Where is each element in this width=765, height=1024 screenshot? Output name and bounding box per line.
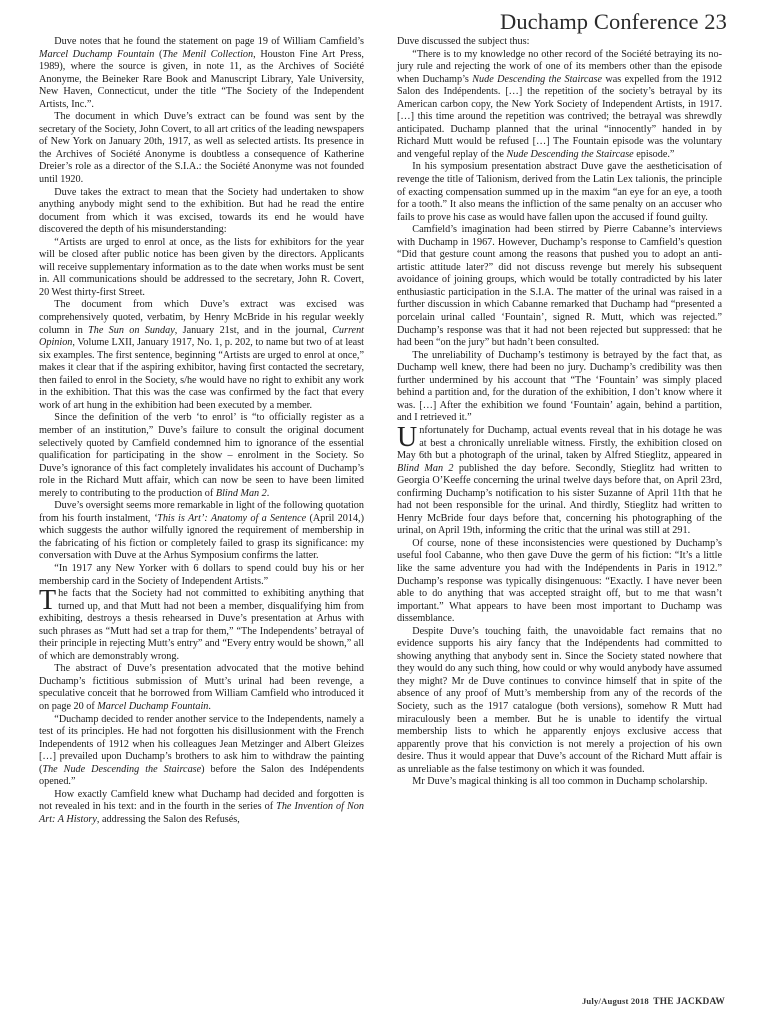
text-run: “There is to my knowledge no other record of the Société betraying its no-jury rule and rejecting the work of one of its members other than the episode when Duchamp’s bbox=[397, 48, 722, 85]
text-run: Duve’s oversight seems more remarkable in light of the following quotation from his fourth instalment, bbox=[39, 500, 364, 524]
text-run: , Volume LXII, January 1917, No. 1, p. 202, to name but two of at least six examples. The first sentence, beginning “Artists are urged to enrol at once,” makes it clear that if the aspiring exhibitor, having first contacted the secretary, then failed to enrol in the Society, s/he would have no right to exhibit any work in the exhibition. That this was the case was confirmed by the fact that every work of art hung in the exhibition had been executed by a member. bbox=[39, 337, 364, 411]
text-run: published the day before. Secondly, Stieglitz had written to Georgia O’Keeffe concerning the urinal twelve days before that, on April 23rd, confirming Duchamp’s notification to his sister Suzanne of April 11th that he had not been responsible for the urinal. And thirdly, Stieglitz had written to Henry McBride four days before that, concerning his photographing of the urinal, on April 19th, informing the critic that the urinal was still at 291. bbox=[397, 462, 723, 537]
text-run: episode.” bbox=[633, 148, 675, 160]
paragraph bbox=[397, 161, 722, 224]
text-run: (April 2014,) which suggests the author wilfully ignored the requirement of membership in the fabricating of his fiction or completely failed to grasp its significance: my conversation with Duve at the Arhus Symposium confirms the latter. bbox=[39, 512, 364, 562]
page-header bbox=[500, 9, 727, 35]
text-run: nfortunately for Duchamp, actual events reveal that in his dotage he was at best a chronically unreliable witness. Firstly, the exhibition closed on May 6th but a photograph of the urinal, taken by Alfred Stieglitz, appeared in bbox=[397, 424, 722, 462]
text-run: Camfield’s imagination had been stirred by Pierre Cabanne’s interviews with Duchamp in 1967. However, Duchamp’s response to Camfield’s question “Did that gesture count among the reasons that pushed you to adopt an anti-artistic attitude later?” did not discuss revenge but merely his subsequent avoidance of joining groups, which would be totally contradicted by his later enthusiastic participation in the S.I.A. The matter of the urinal was raised in a further discussion in which Cabanne remarked that Duchamp had “presented a porcelain urinal called ‘Fountain’, signed R. Mutt, which was rejected.” Duchamp’s response was that it had not been rejected but suppressed: that he had been “on the jury” but hadn’t been consulted. bbox=[397, 224, 722, 349]
paragraph bbox=[39, 412, 364, 500]
text-run: How exactly Camfield knew what Duchamp had decided and forgotten is not revealed in his text: and in the fourth in the series of bbox=[39, 788, 364, 813]
article-column-left bbox=[39, 36, 364, 826]
paragraph bbox=[39, 663, 364, 713]
text-run: . bbox=[208, 700, 211, 712]
article-column-right bbox=[397, 36, 722, 789]
paragraph bbox=[39, 563, 364, 588]
paragraph bbox=[397, 421, 723, 538]
paragraph bbox=[39, 500, 364, 563]
text-run: ( bbox=[154, 48, 163, 60]
paragraph bbox=[397, 350, 722, 425]
paragraph bbox=[39, 111, 364, 186]
italic-title: Blind Man 2 bbox=[397, 462, 454, 474]
text-run: Duve discussed the subject thus: bbox=[397, 36, 530, 47]
text-run: was expelled from the 1912 Salon des Indépendents. […] the repetition of the society’s betrayal by its American carbon copy, the New York Society of Independent Artists, in 1917. […] this time around the repetition was contrived; the betrayal was shrewdly anticipated. Duchamp planned that the urinal “innocently” handed in by Richard Mutt would be refused […] The Fountain episode was the voluntary and vengeful replay of the bbox=[397, 73, 722, 160]
paragraph bbox=[397, 538, 722, 626]
italic-title: Nude Descending the Staircase bbox=[472, 73, 603, 85]
page-footer bbox=[582, 996, 725, 1007]
paragraph bbox=[39, 714, 364, 789]
paragraph bbox=[39, 299, 364, 412]
text-run: In his symposium presentation abstract Duve gave the aestheticisation of revenge the title of Talionism, derived from the Latin Lex talionis, the principle of exacting compensation summed up in the maxim “an eye for an eye, a tooth for a tooth.” It also means the infliction of the same penalty on an accuser who fails to prove his case as would have fallen upon the accused if found guilty. bbox=[397, 161, 722, 223]
text-run: “Duchamp decided to render another service to the Independents, namely a test of its principles. He had not forgotten his disillusionment with the French Independents of 1912 when his colleagues Jean Metzinger and Albert Gleizes […] prevailed upon Duchamp’s brothers to ask him to withdraw the painting ( bbox=[39, 713, 364, 775]
italic-title: ‘This is Art’: Anatomy of a Sentence bbox=[153, 512, 307, 524]
text-run: . bbox=[266, 487, 270, 499]
text-run: he facts that the Society had not committed to exhibiting anything that turned up, and that Mutt had not been a member, disqualifying him from exhibiting, destroys a thesis rehearsed in Duve’s presentation at Arhus with such phrases as “Mutt had set a trap for them,” “The Independents’ betrayal of their principle in rejecting Mutt’s entry” and “Every entry would be shown,” all of which are demonstrably wrong. bbox=[39, 588, 364, 662]
text-run: Mr Duve’s magical thinking is all too common in Duchamp scholarship. bbox=[412, 776, 708, 788]
text-run: The unreliability of Duchamp’s testimony is betrayed by the fact that, as Duchamp well knew, there had been no jury. Duchamp’s credibility was then further undermined by his account that “The ‘Fountain’ was simply placed behind a partition and, for the duration of the exhibition, I don’t know where it was. […] After the exhibition we found ‘Fountain’ again, behind a partition, and I retrieved it.” bbox=[397, 349, 722, 424]
italic-title: Nude Descending the Staircase bbox=[506, 148, 634, 160]
paragraph bbox=[39, 237, 364, 300]
drop-cap: T bbox=[39, 585, 57, 617]
text-run: The document from which Duve’s extract was excised was comprehensively quoted, verbatim, by Henry McBride in his regular weekly column in bbox=[39, 299, 364, 336]
paragraph bbox=[39, 585, 364, 663]
text-run: The abstract of Duve’s presentation advocated that the motive behind Duchamp’s fictitious submission of Mutt’s urinal had been revenge, a speculative conceit that he borrowed from William Camfield who introduced it on page 20 of bbox=[39, 663, 364, 712]
italic-title: The Menil Collection bbox=[162, 48, 254, 60]
paragraph bbox=[39, 36, 364, 111]
italic-title: The Invention of Non Art: A History bbox=[39, 801, 364, 825]
drop-cap: U bbox=[397, 421, 418, 453]
italic-title: The Sun on Sunday bbox=[88, 324, 175, 336]
paragraph bbox=[39, 789, 364, 827]
italic-title: Blind Man 2 bbox=[215, 487, 267, 499]
text-run: , Houston Fine Art Press, 1989), where the source is given, in note 11, as the Archives of Société Anonyme, the Beineker Rare Book and Manuscript Library, Yale University, New Haven, Connecticut, under the title “The Society of the Independent Artists, Inc.”. bbox=[39, 48, 364, 110]
paragraph bbox=[397, 626, 722, 777]
text-run: Duve notes that he found the statement on page 19 of William Camfield’s bbox=[54, 36, 364, 47]
text-run: The document in which Duve’s extract can be found was sent by the secretary of the Society, John Covert, to all art critics of the leading newspapers of New York on January 20th, 1917, as well as selected artists. Its presence in the Archives of Société Anonyme is doubtless a consequence of Katherine Dreier’s role as a director of the S.I.A.: the Société Anonyme was not founded until 1920. bbox=[39, 111, 364, 186]
text-run: Duve takes the extract to mean that the Society had undertaken to show anything anybody might send to the exhibition. But had he read the entire document from which it was excised, towards its end he would have discovered the depth of his misunderstanding: bbox=[39, 186, 364, 236]
text-run: “In 1917 any New Yorker with 6 dollars to spend could buy his or her membership card in the Society of Independent Artists.” bbox=[39, 562, 364, 587]
italic-title: Marcel Duchamp Fountain bbox=[97, 700, 209, 712]
paragraph bbox=[397, 36, 722, 49]
italic-title: Marcel Duchamp Fountain bbox=[39, 48, 155, 60]
text-run: Despite Duve’s touching faith, the unavoidable fact remains that no evidence supports his airy fancy that the Indépendents had committed to showing anything that anybody sent in. Since the Society stated nowhere that they would do any such thing, how could or why would anybody have assumed they might? Mr de Duve continues to convince himself that in spite of the absence of any proof of Mutt’s membership from any of the records of the Society, such as the 1917 catalogue (both versions), somehow R Mutt had miraculously been a member. But he is unable to identify the virtual membership lists to which he apparently enjoys exclusive access that apparently prove that his conviction is not merely a projection of his own desire. Thus it would appear that Duve’s account of the Richard Mutt affair is as unreliable as the false testimony on which it was founded. bbox=[397, 625, 722, 775]
text-run: Since the definition of the verb ‘to enrol’ is “to officially register as a member of an institution,” Duve’s failure to consult the original document selectively quoted by Camfield condemned him to ignorance of the essential qualification for participating in the show – enrolment in the Society. So Duve’s ignorance of this fact completely invalidates his account of Duchamp’s role in the Richard Mutt affair, which can now be seen to have been limited merely to contributing to the production of bbox=[39, 412, 364, 499]
text-run: , January 21st, and in the journal, bbox=[174, 324, 333, 336]
page-number: 23 bbox=[704, 9, 727, 34]
italic-title: The Nude Descending the Staircase bbox=[42, 763, 202, 775]
running-title: Duchamp Conference bbox=[499, 9, 699, 34]
paragraph bbox=[397, 776, 722, 789]
paragraph bbox=[397, 49, 722, 162]
text-run: “Artists are urged to enrol at once, as the lists for exhibitors for the year will be closed after public notice has been given by the directors. Applicants will receive supplementary information as to the date when works must be sent in. All communications should be addressed to the secretary, John R. Covert, 20 West thirty-first Street. bbox=[39, 236, 364, 298]
text-run: , addressing the Salon des Refusés, bbox=[96, 813, 240, 825]
text-run: ) before the Salon des Indépendents opened.” bbox=[39, 763, 364, 788]
text-run: Of course, none of these inconsistencies were questioned by Duchamp’s useful fool Cabanne, who then gave Duve the germ of his fiction: “It’s a little like the same adventure you had with the Indépendents in Paris in 1912.” Duchamp’s response was typically disingenuous: “Exactly. I have never been able to do anything that was accepted straight off, but to me that wasn’t important.” What appears to have been most important to Duchamp was dissemblance. bbox=[397, 537, 722, 625]
italic-title: Current Opinion bbox=[39, 324, 364, 349]
magazine-name: THE JACKDAW bbox=[653, 997, 725, 1007]
issue-date: July/August 2018 bbox=[581, 996, 649, 1006]
paragraph bbox=[397, 224, 722, 349]
paragraph bbox=[39, 187, 364, 237]
